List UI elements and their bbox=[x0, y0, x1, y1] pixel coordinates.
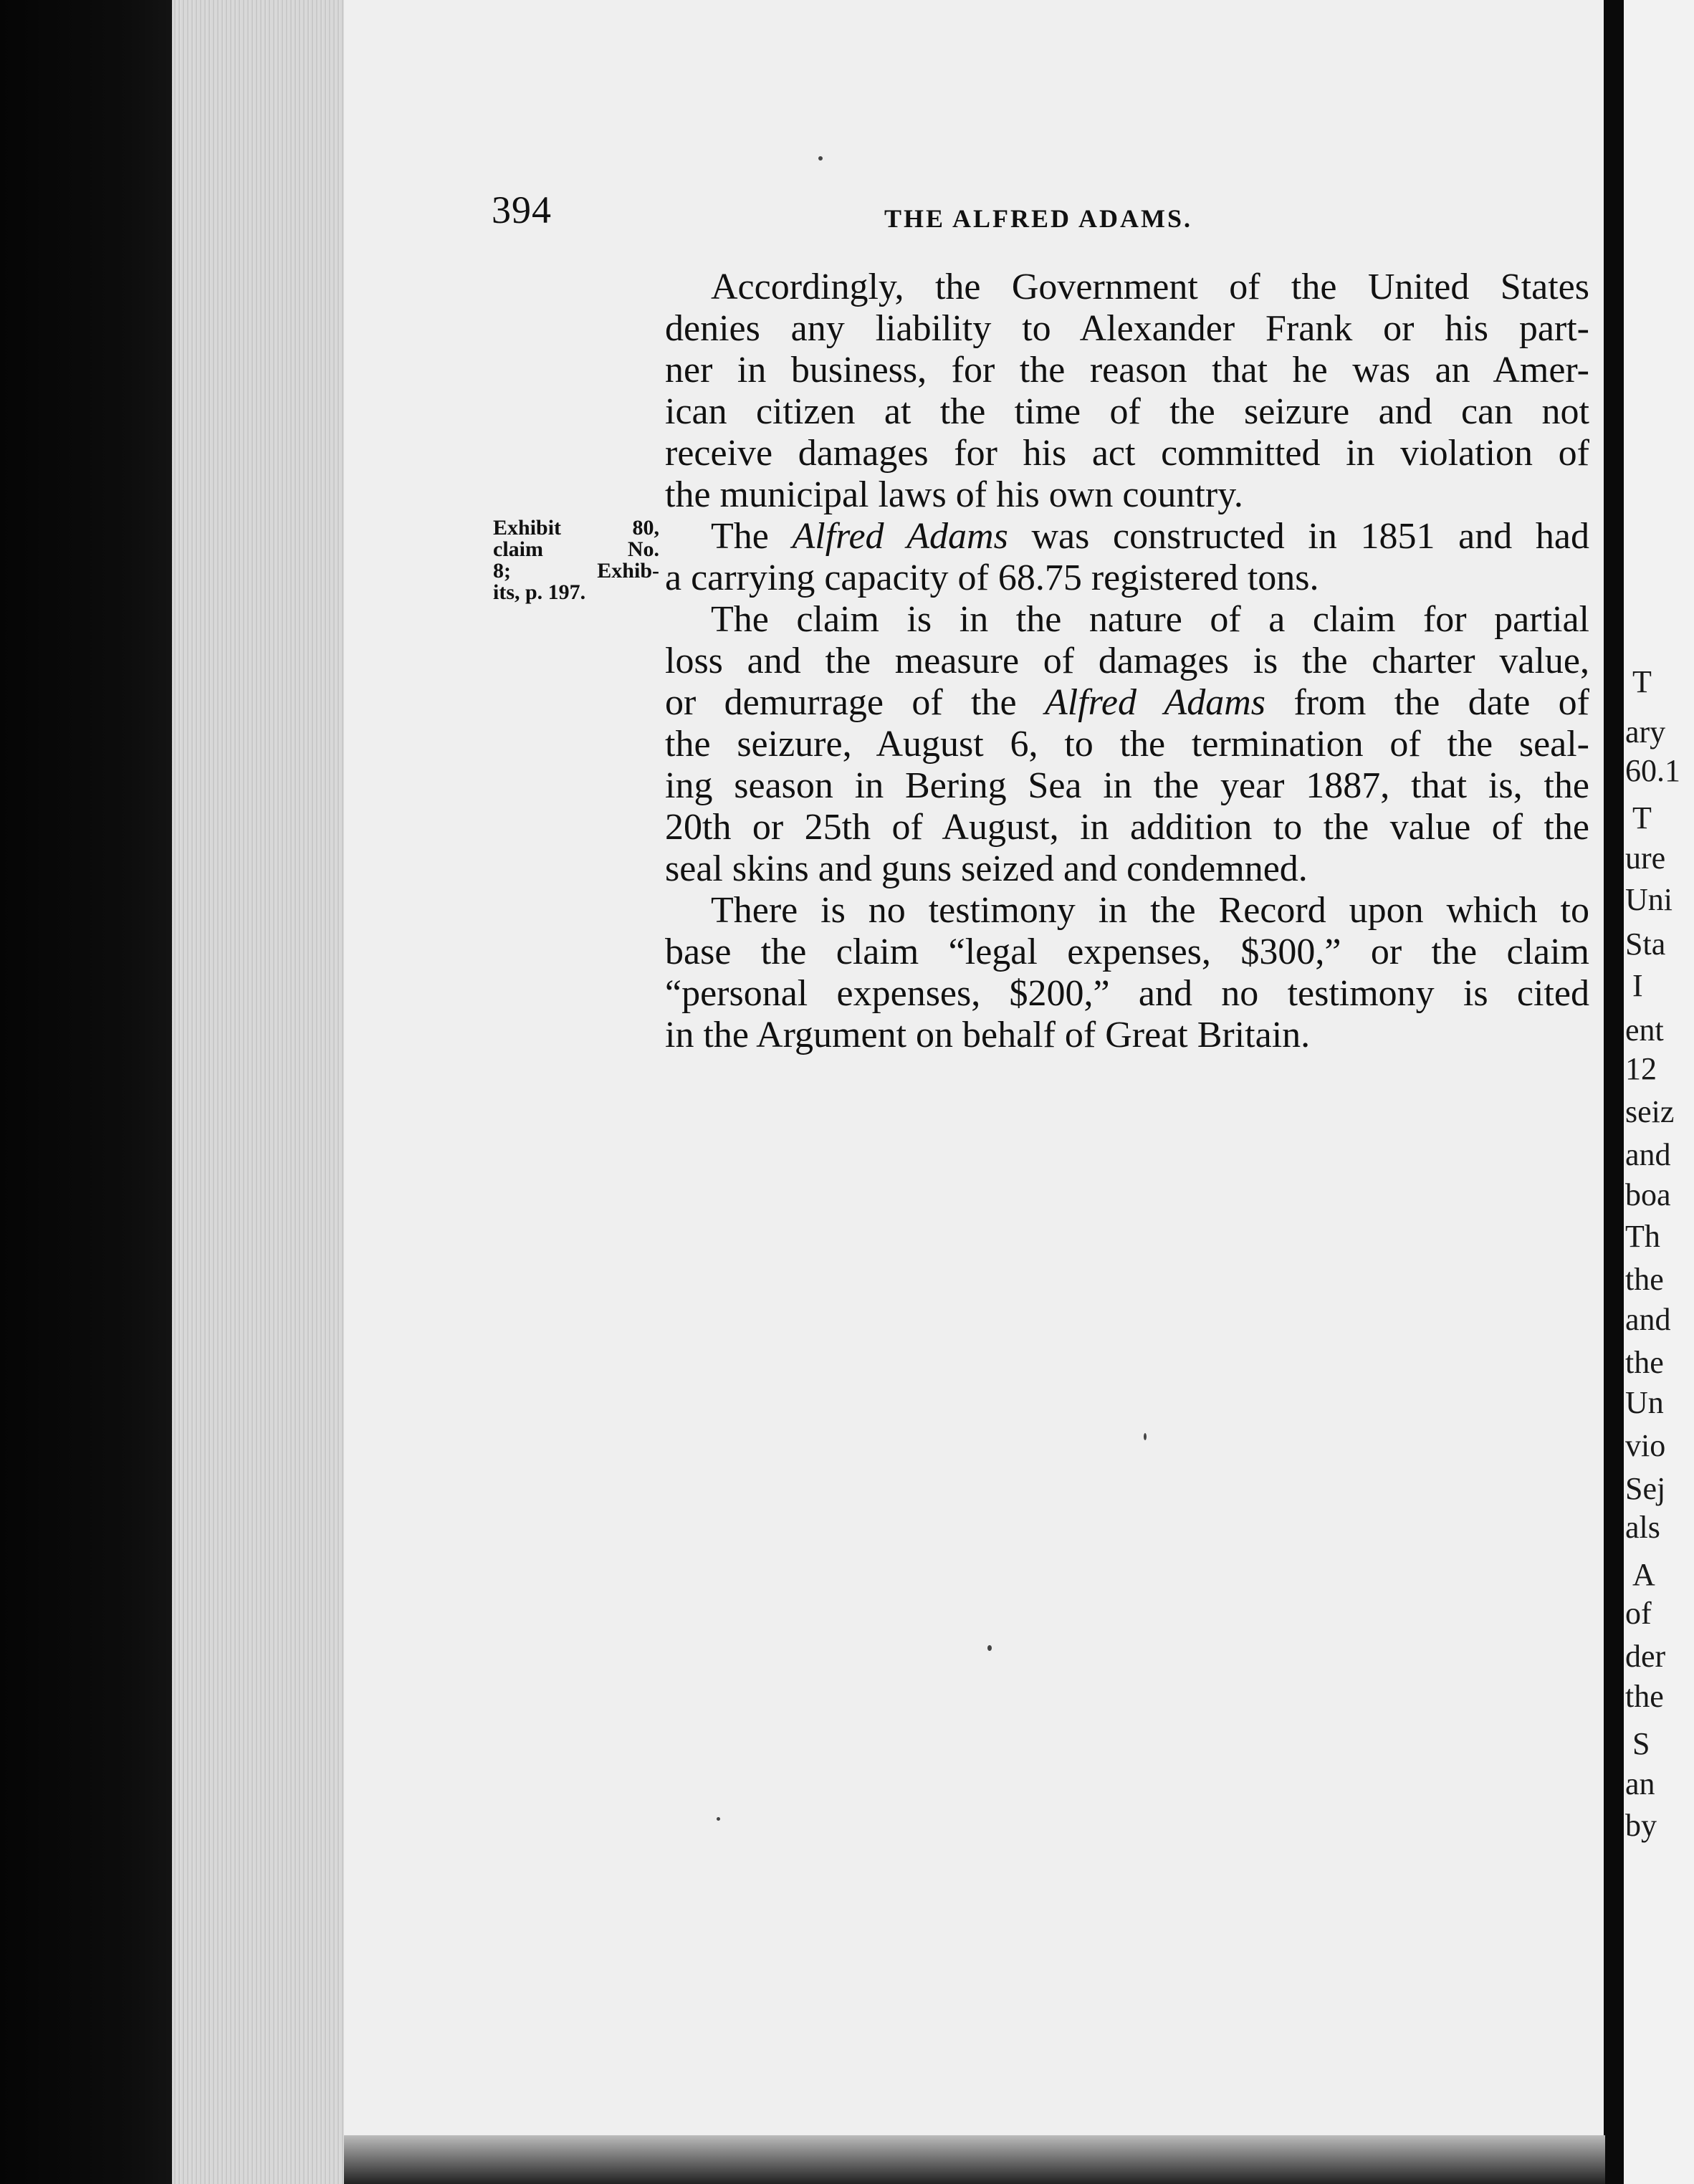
text-line: “personal expenses, $200,” and no testimony is cited bbox=[665, 973, 1589, 1014]
page-number: 394 bbox=[492, 188, 552, 231]
text-line: the municipal laws of his own country. bbox=[665, 474, 1243, 515]
running-head: THE ALFRED ADAMS. bbox=[884, 204, 1193, 233]
text-line: denies any liability to Alexander Frank or his part- bbox=[665, 308, 1589, 349]
text-line: ing season in Bering Sea in the year 1887, that is, the bbox=[665, 765, 1589, 806]
text-line: 20th or 25th of August, in addition to the value of the bbox=[665, 807, 1589, 848]
text-line: There is no testimony in the Record upon which to bbox=[711, 890, 1589, 931]
paragraph-claim bbox=[665, 599, 1589, 890]
facing-page-text: Uni bbox=[1625, 882, 1673, 917]
facing-page-text: als bbox=[1625, 1510, 1660, 1545]
facing-page-text: Sej bbox=[1625, 1471, 1666, 1506]
facing-page-text: ary bbox=[1625, 714, 1666, 749]
text-line: loss and the measure of damages is the charter value, bbox=[665, 641, 1589, 681]
margin-note-line: Exhibit 80, bbox=[493, 516, 659, 540]
text-line: Accordingly, the Government of the United States bbox=[711, 267, 1589, 307]
binding-gutter bbox=[1604, 0, 1624, 2184]
scan-speck bbox=[987, 1645, 992, 1651]
facing-page-text: der bbox=[1625, 1639, 1666, 1674]
margin-note-line: its, p. 197. bbox=[493, 580, 586, 604]
facing-page-text: and bbox=[1625, 1302, 1671, 1337]
facing-page-text: S bbox=[1632, 1726, 1650, 1761]
facing-page-text: 60.1 bbox=[1625, 753, 1680, 788]
facing-page-text: vio bbox=[1625, 1428, 1666, 1463]
facing-page-text: T bbox=[1632, 664, 1652, 699]
scan-speck bbox=[1144, 1433, 1147, 1440]
scan-speck bbox=[818, 156, 823, 161]
facing-page-text: 12 bbox=[1625, 1051, 1657, 1086]
facing-page-text: T bbox=[1632, 800, 1652, 835]
facing-page-text: Sta bbox=[1625, 926, 1666, 962]
facing-page-text: boa bbox=[1625, 1177, 1671, 1212]
text-line: ner in business, for the reason that he was an Amer- bbox=[665, 350, 1589, 391]
scan-speck bbox=[717, 1817, 720, 1821]
ship-name: Alfred Adams bbox=[792, 516, 1008, 557]
text-line: The Alfred Adams was constructed in 1851 and had bbox=[711, 516, 1589, 557]
ship-name: Alfred Adams bbox=[1044, 682, 1265, 723]
facing-page-text: by bbox=[1625, 1808, 1657, 1843]
facing-page-text: and bbox=[1625, 1137, 1671, 1172]
page-edge-stack bbox=[172, 0, 358, 2184]
text-line: The claim is in the nature of a claim for partial bbox=[711, 599, 1589, 640]
facing-page-text: ent bbox=[1625, 1012, 1664, 1048]
facing-page-text: Th bbox=[1625, 1219, 1660, 1254]
paragraph-construction bbox=[665, 516, 1589, 599]
text-line: receive damages for his act committed in violation of bbox=[665, 433, 1589, 474]
margin-note-line: claim No. bbox=[493, 537, 659, 561]
body-text bbox=[665, 267, 1589, 1056]
text-line: ican citizen at the time of the seizure and can not bbox=[665, 391, 1589, 432]
facing-page-text: the bbox=[1625, 1345, 1664, 1380]
text-line: seal skins and guns seized and condemned. bbox=[665, 848, 1308, 889]
facing-page-text: the bbox=[1625, 1262, 1664, 1297]
text-line: in the Argument on behalf of Great Britain. bbox=[665, 1015, 1311, 1055]
text-line: the seizure, August 6, to the termination of the seal- bbox=[665, 724, 1589, 765]
facing-page-text: seiz bbox=[1625, 1094, 1675, 1129]
paragraph-testimony bbox=[665, 890, 1589, 1056]
facing-page-text: the bbox=[1625, 1679, 1664, 1714]
margin-note bbox=[493, 517, 659, 603]
paragraph-accordingly bbox=[665, 267, 1589, 516]
facing-page-fragment bbox=[1624, 0, 1694, 2184]
facing-page-text: ure bbox=[1625, 840, 1666, 876]
facing-page-text: Un bbox=[1625, 1385, 1664, 1420]
scan-border-bottom bbox=[344, 2135, 1605, 2184]
text-line: or demurrage of the Alfred Adams from the date of bbox=[665, 682, 1589, 723]
margin-note-line: 8; Exhib- bbox=[493, 559, 659, 583]
text-line: a carrying capacity of 68.75 registered tons. bbox=[665, 557, 1319, 598]
facing-page-text: an bbox=[1625, 1766, 1655, 1801]
facing-page-text: A bbox=[1632, 1557, 1655, 1592]
facing-page-text: I bbox=[1632, 968, 1643, 1003]
text-line: base the claim “legal expenses, $300,” or the claim bbox=[665, 931, 1589, 972]
facing-page-text: of bbox=[1625, 1596, 1652, 1631]
